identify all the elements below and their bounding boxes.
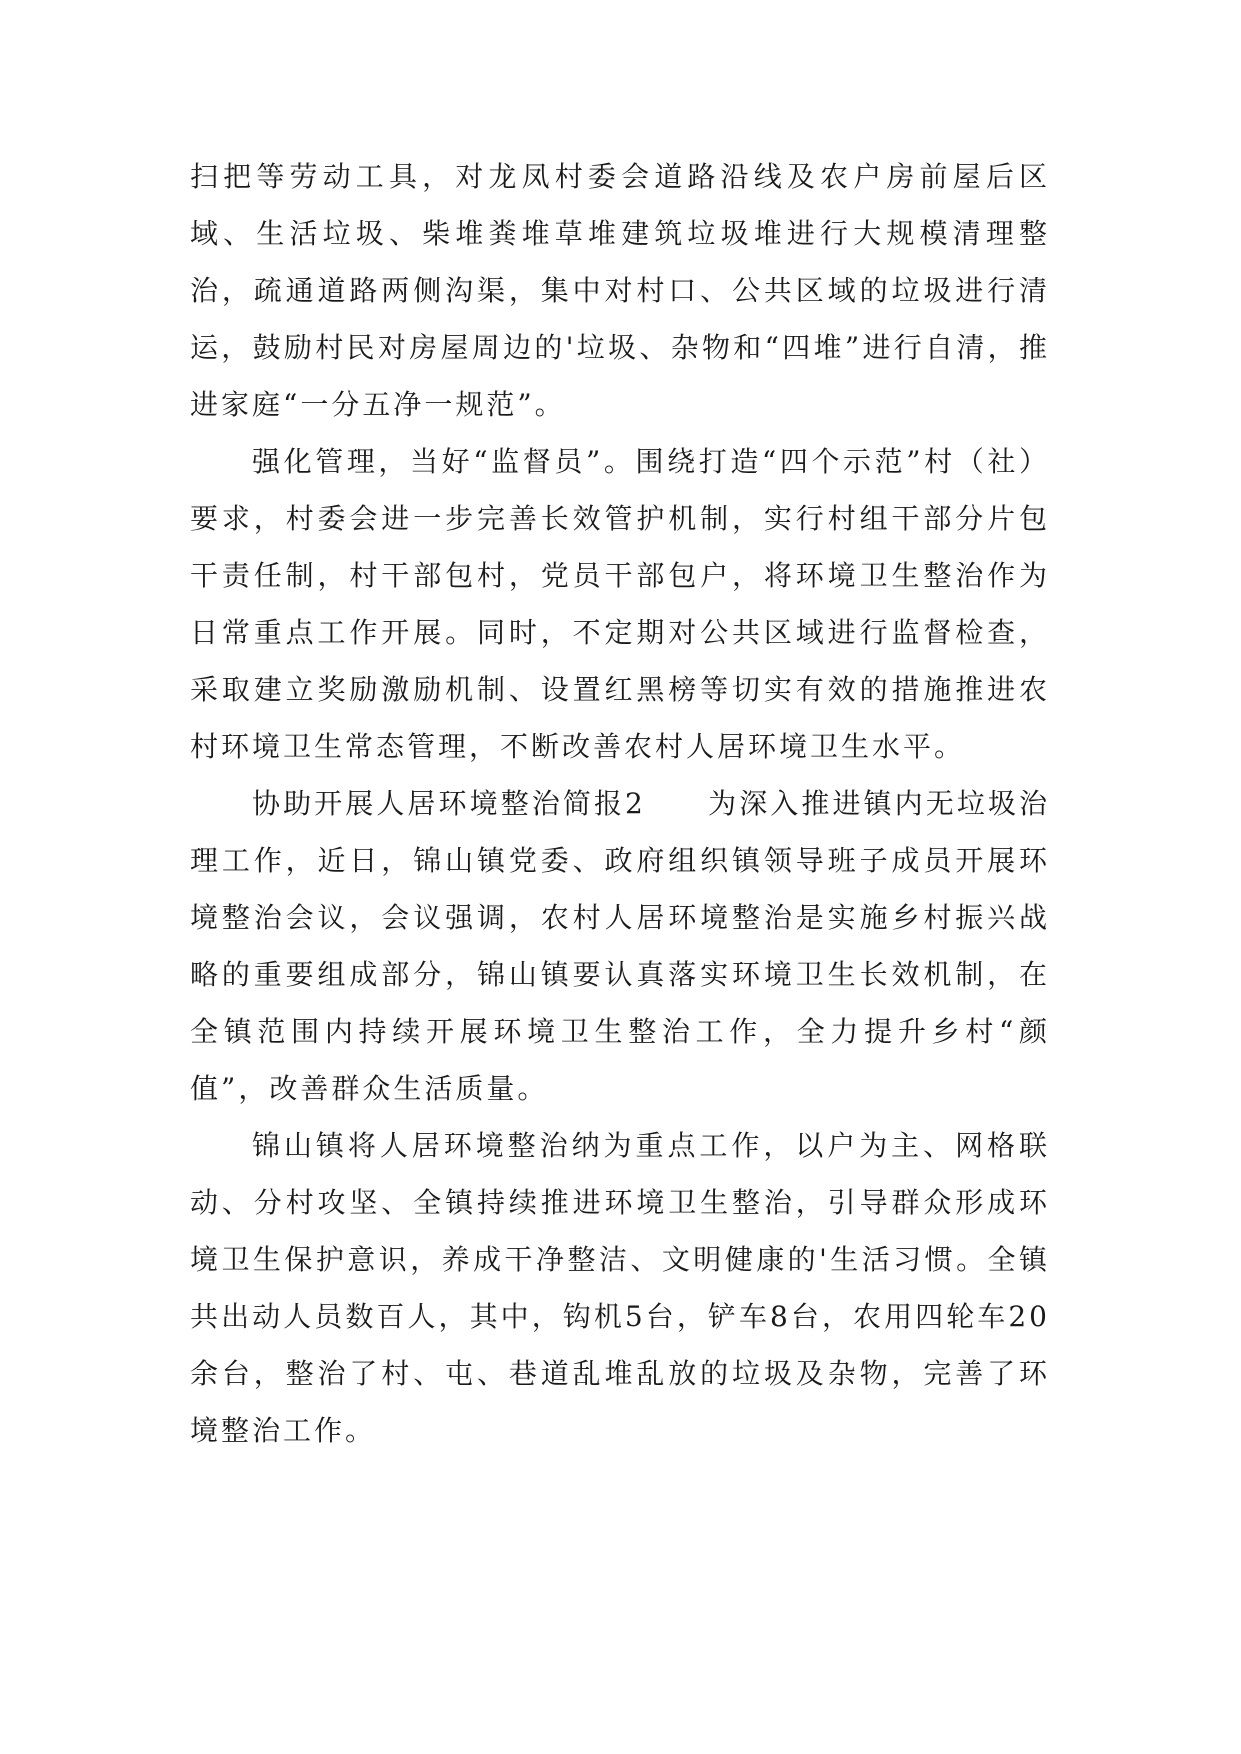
paragraph-cleanup: 扫把等劳动工具，对龙凤村委会道路沿线及农户房前屋后区域、生活垃圾、柴堆粪堆草堆建筑垃圾堆进行大规模清理整治，疏通道路两侧沟渠，集中对村口、公共区域的垃圾进行清运，鼓励村民对房屋周边的'垃圾、杂物和“四堆”进行自清，推进家庭“一分五净一规范”。 [190, 160, 1050, 421]
document-body [190, 148, 1050, 1459]
paragraph-management: 强化管理，当好“监督员”。围绕打造“四个示范”村（社）要求，村委会进一步完善长效管护机制，实行村组干部分片包干责任制，村干部包村，党员干部包户，将环境卫生整治作为日常重点工作开展。同时，不定期对公共区域进行监督检查，采取建立奖励激励机制、设置红黑榜等切实有效的措施推进农村环境卫生常态管理，不断改善农村人居环境卫生水平。 [190, 445, 1050, 763]
paragraph-town-work: 锦山镇将人居环境整治纳为重点工作，以户为主、网格联动、分村攻坚、全镇持续推进环境卫生整治，引导群众形成环境卫生保护意识，养成干净整洁、文明健康的'生活习惯。全镇共出动人员数百人，其中，钩机5台，铲车8台，农用四轮车20余台，整治了村、屯、巷道乱堆乱放的垃圾及杂物，完善了环境整治工作。 [190, 1129, 1050, 1447]
paragraph-briefing-2: 协助开展人居环境整治简报2 为深入推进镇内无垃圾治理工作，近日，锦山镇党委、政府组织镇领导班子成员开展环境整治会议，会议强调，农村人居环境整治是实施乡村振兴战略的重要组成部分，锦山镇要认真落实环境卫生长效机制，在全镇范围内持续开展环境卫生整治工作，全力提升乡村“颜值”，改善群众生活质量。 [190, 787, 1050, 1105]
